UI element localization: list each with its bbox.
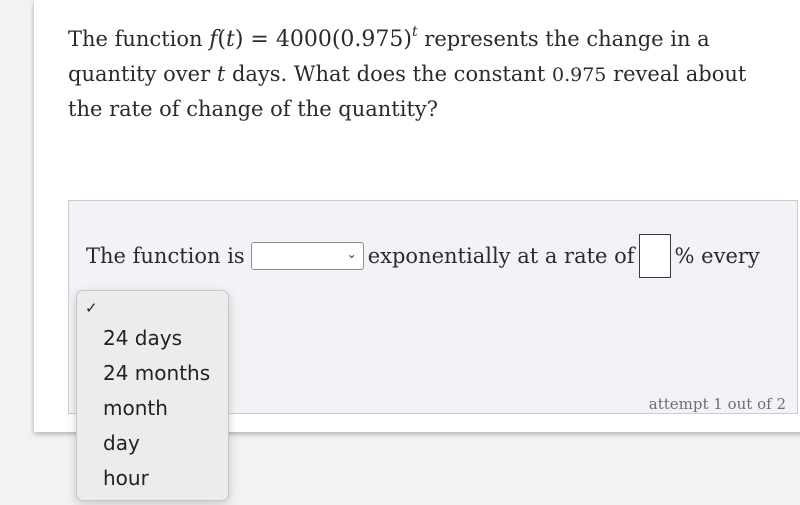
dropdown-option-24-days[interactable]: 24 days (103, 326, 183, 350)
variable-t: t (216, 62, 226, 86)
dropdown-option-24-months[interactable]: 24 months (103, 361, 211, 385)
constant-value: 0.975 (552, 64, 607, 86)
dropdown-option-day[interactable]: day (103, 431, 140, 455)
attempt-counter: attempt 1 out of 2 (648, 395, 786, 413)
function-formula: $f(t) = 4000(0.975)^t$ (209, 24, 418, 52)
question-intro: The function (68, 27, 203, 51)
dropdown-option-hour[interactable]: hour (103, 466, 149, 490)
check-icon: ✓ (85, 299, 98, 317)
answer-middle: exponentially at a rate of (367, 244, 635, 268)
dropdown-option-month[interactable]: month (103, 396, 168, 420)
answer-prefix: The function is (86, 244, 245, 268)
chevron-down-icon: ⌄ (346, 247, 357, 261)
question-middle: represents the change in a quantity over (68, 27, 710, 86)
time-unit-dropdown-menu[interactable] (76, 290, 229, 501)
question-days: days. What does the constant (231, 62, 546, 86)
rate-input[interactable] (639, 234, 671, 278)
question-text (68, 22, 768, 126)
answer-suffix: % every (674, 244, 760, 268)
answer-sentence (86, 236, 760, 276)
question-ending: reveal about the rate of change of the quantity? (68, 62, 747, 121)
growth-decay-select[interactable] (251, 242, 364, 270)
